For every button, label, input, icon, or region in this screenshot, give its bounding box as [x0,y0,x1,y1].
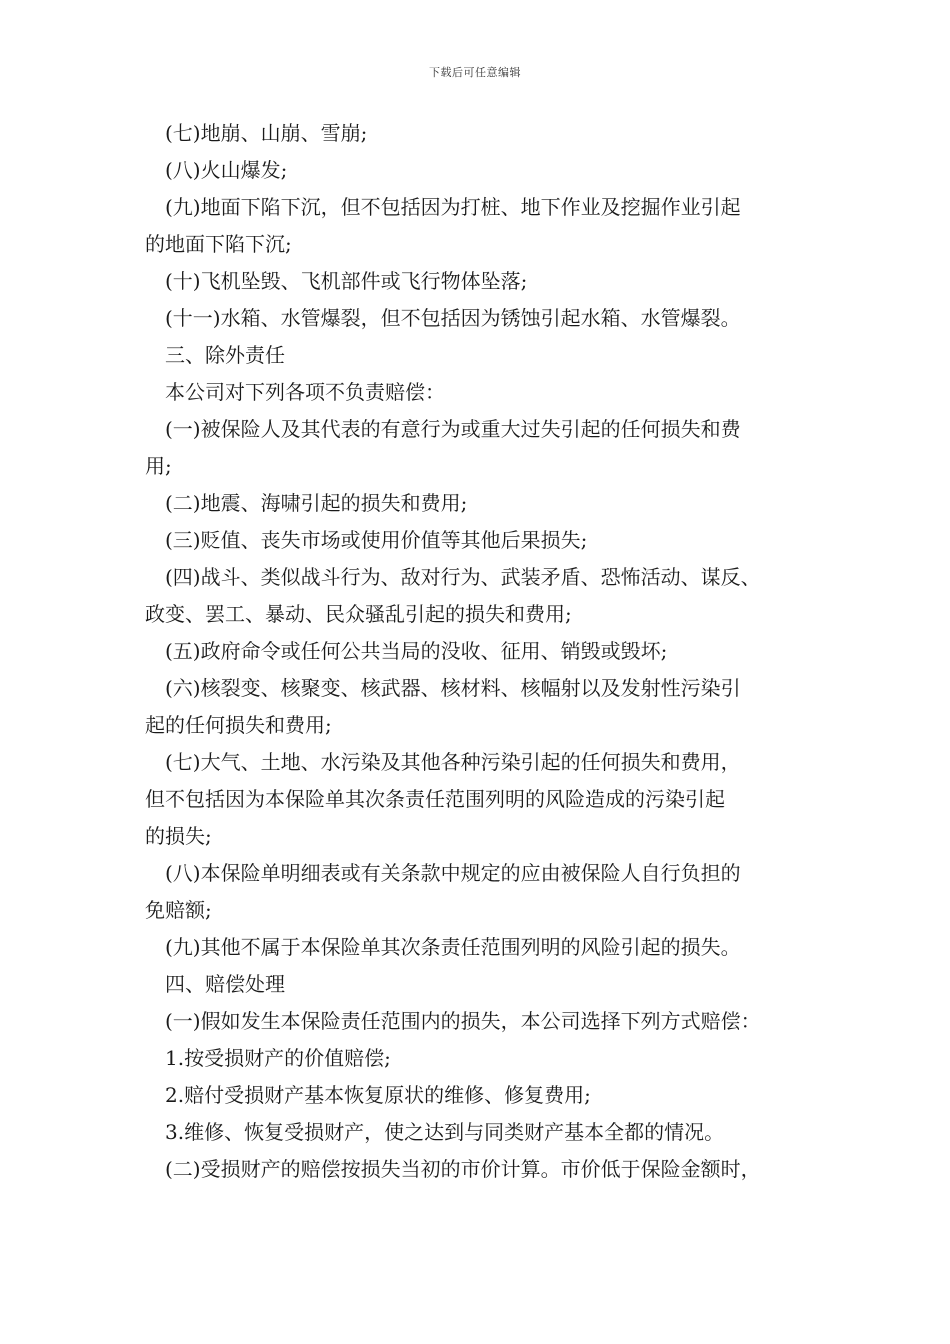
text-line: 的损失; [145,824,212,848]
text-line: (二)地震、海啸引起的损失和费用; [165,491,468,515]
text-line: 起的任何损失和费用; [145,713,332,737]
text-line: (二)受损财产的赔偿按损失当初的市价计算。市价低于保险金额时， [165,1157,761,1181]
text-line: (五)政府命令或任何公共当局的没收、征用、销毁或毁坏; [165,639,668,663]
text-line: (三)贬值、丧失市场或使用价值等其他后果损失; [165,528,588,552]
text-line: 本公司对下列各项不负责赔偿： [165,380,445,404]
document-body [145,115,820,1188]
page-header: 下载后可任意编辑 [429,66,521,79]
text-line: (六)核裂变、核聚变、核武器、核材料、核幅射以及发射性污染引 [165,676,741,700]
text-line: 免赔额; [145,898,212,922]
text-line: 3.维修、恢复受损财产，使之达到与同类财产基本全都的情况。 [165,1120,725,1144]
text-line: 2.赔付受损财产基本恢复原状的维修、修复费用; [165,1083,591,1107]
text-line: (十)飞机坠毁、飞机部件或飞行物体坠落; [165,269,528,293]
text-line: (九)地面下陷下沉，但不包括因为打桩、地下作业及挖掘作业引起 [165,195,741,219]
text-line: (十一)水箱、水管爆裂，但不包括因为锈蚀引起水箱、水管爆裂。 [165,306,741,330]
text-line: (七)地崩、山崩、雪崩; [165,121,368,145]
text-line: (七)大气、土地、水污染及其他各种污染引起的任何损失和费用， [165,750,741,774]
text-line: 政变、罢工、暴动、民众骚乱引起的损失和费用; [145,602,572,626]
section-heading: 四、赔偿处理 [165,972,285,996]
text-line: 用; [145,454,172,478]
text-line: (九)其他不属于本保险单其次条责任范围列明的风险引起的损失。 [165,935,741,959]
text-line: (一)假如发生本保险责任范围内的损失，本公司选择下列方式赔偿： [165,1009,761,1033]
text-line: 的地面下陷下沉; [145,232,292,256]
text-line: (八)火山爆发; [165,158,288,182]
text-line: (四)战斗、类似战斗行为、敌对行为、武装矛盾、恐怖活动、谋反、 [165,565,761,589]
text-line: 1.按受损财产的价值赔偿; [165,1046,391,1070]
text-line: 但不包括因为本保险单其次条责任范围列明的风险造成的污染引起 [145,787,725,811]
text-line: (一)被保险人及其代表的有意行为或重大过失引起的任何损失和费 [165,417,741,441]
section-heading: 三、除外责任 [165,343,285,367]
text-line: (八)本保险单明细表或有关条款中规定的应由被保险人自行负担的 [165,861,741,885]
